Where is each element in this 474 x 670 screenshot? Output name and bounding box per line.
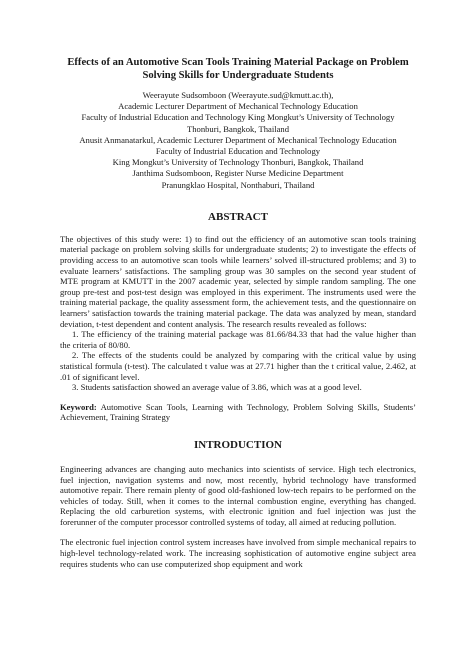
paper-title: Effects of an Automotive Scan Tools Training Material Package on Problem Solving Skills for Undergraduate Students: [67, 57, 409, 81]
author-line: Anusit Anmanatarkul, Academic Lecturer Department of Mechanical Technology Education: [79, 134, 397, 145]
author-block: [60, 90, 416, 191]
author-line: Thonburi, Bangkok, Thailand: [187, 123, 289, 134]
author-line: Academic Lecturer Department of Mechanical Technology Education: [118, 101, 358, 112]
keywords: [60, 402, 416, 423]
keywords-text: Automotive Scan Tools, Learning with Technology, Problem Solving Skills, Students’ Achievement, Training Strategy: [60, 401, 416, 423]
results-list: [60, 329, 416, 393]
author-line: Faculty of Industrial Education and Technology: [155, 146, 321, 157]
author-line: Faculty of Industrial Education and Technology King Mongkut’s University of Technology: [81, 112, 395, 123]
result-item: 1. The efficiency of the training material package was 81.66/84.33 that had the value higher than the criteria of 80/80.: [60, 329, 416, 350]
abstract-text: The objectives of this study were: 1) to find out the efficiency of an automotive scan tools training material package on problem solving skills for undergraduate students; 2) to investigate the effects of providing access to an automotive scan tools while learners’ solved ill-structured problems; and 3) to evaluate learners’ satisfactions. The sampling group was 30 samples on the second year student of MTE program at KMUTT in the 2007 academic year, selected by simple random sampling. The one group pre-test and post-test design was employed in this experiment. The instruments used were the training material package, the quality assessment form, the achievement tests, and the questionnaire on learners’ satisfaction towards the training material package. The data was analyzed by mean, standard deviation, t-test dependent and content analysis. The research results revealed as follows:: [60, 233, 416, 329]
page-content: [60, 56, 416, 569]
keywords-label: Keyword:: [60, 401, 97, 412]
result-item: 2. The effects of the students could be analyzed by comparing with the critical value by using statistical formula (t-test). The calculated t value was at 27.71 higher than the t critical value, 2.462, at .01 of significant level.: [60, 350, 416, 382]
author-line: Janthima Sudsomboon, Register Nurse Medicine Department: [132, 168, 344, 179]
author-line: King Mongkut’s University of Technology Thonburi, Bangkok, Thailand: [112, 157, 364, 168]
author-line: Pranungklao Hospital, Nonthaburi, Thailand: [161, 179, 315, 190]
intro-paragraph: The electronic fuel injection control system increases have involved from simple mechanical repairs to high-level technology-related work. The increasing sophistication of automotive engine subject area requires students who can use computerized shop equipment and work: [60, 537, 416, 569]
author-line: Weerayute Sudsomboon (Weerayute.sud@kmutt.ac.th),: [142, 90, 334, 100]
abstract-heading: ABSTRACT: [208, 210, 268, 223]
intro-paragraph: Engineering advances are changing auto mechanics into scientists of service. High tech electronics, fuel injection, navigation systems and now, most recently, hybrid technology have transformed automotive repair. There remain plenty of good old-fashioned low-tech repairs to be performed on the vehicles of today. Still, when it comes to the internal combustion engine, everything has changed. Replacing the old carburetion systems, with electronic ignition and fuel injection was just the forerunner of the computer processor controlled systems of today, all aimed at reducing pollution.: [60, 463, 416, 527]
result-item: 3. Students satisfaction showed an average value of 3.86, which was at a good level.: [72, 382, 362, 393]
introduction-heading: INTRODUCTION: [193, 438, 282, 451]
